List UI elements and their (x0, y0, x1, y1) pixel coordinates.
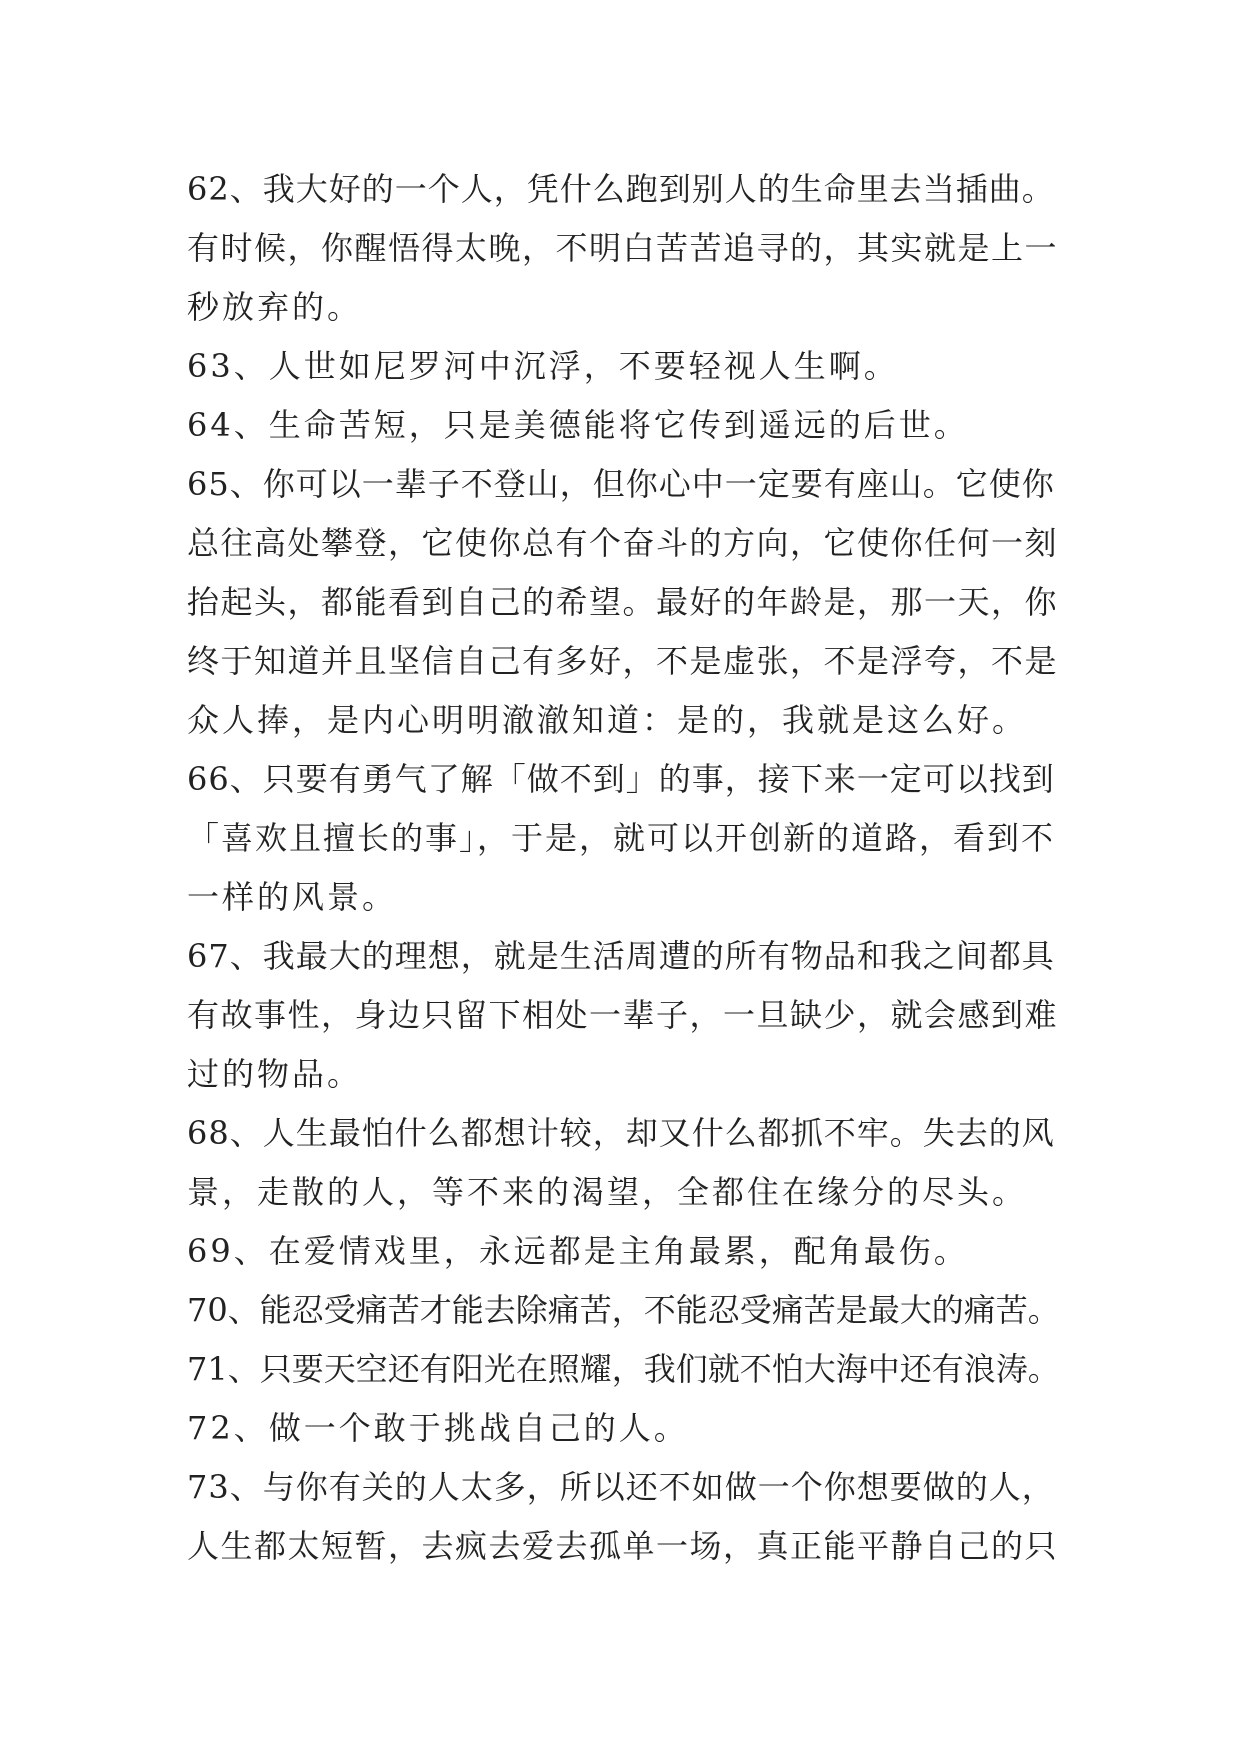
text-line: 众人捧，是内心明明澈澈知道：是的，我就是这么好。 (187, 701, 1028, 739)
text-line: 65、你可以一辈子不登山，但你心中一定要有座山。它使你 (187, 465, 1055, 503)
text-line: 终于知道并且坚信自己有多好，不是虚张，不是浮夸，不是 (187, 642, 1059, 680)
text-line: 过的物品。 (187, 1055, 363, 1093)
text-line: 一样的风景。 (187, 878, 398, 916)
text-line: 69、在爱情戏里，永远都是主角最累，配角最伤。 (187, 1232, 969, 1270)
text-line: 71、只要天空还有阳光在照耀，我们就不怕大海中还有浪涛。 (187, 1350, 1060, 1388)
text-line: 67、我最大的理想，就是生活周遭的所有物品和我之间都具 (187, 937, 1055, 975)
text-line: 72、做一个敢于挑战自己的人。 (187, 1409, 689, 1447)
text-line: 63、人世如尼罗河中沉浮，不要轻视人生啊。 (187, 347, 899, 385)
text-line: 「喜欢且擅长的事」，于是，就可以开创新的道路，看到不 (187, 819, 1056, 857)
text-line: 人生都太短暂，去疯去爱去孤单一场，真正能平静自己的只 (187, 1527, 1059, 1565)
document-body (187, 160, 1067, 1576)
text-line: 70、能忍受痛苦才能去除痛苦，不能忍受痛苦是最大的痛苦。 (187, 1291, 1060, 1329)
text-line: 66、只要有勇气了解「做不到」的事，接下来一定可以找到 (187, 760, 1055, 798)
text-line: 有故事性，身边只留下相处一辈子，一旦缺少，就会感到难 (187, 996, 1059, 1034)
text-line: 景，走散的人，等不来的渴望，全都住在缘分的尽头。 (187, 1173, 1028, 1211)
text-line: 62、我大好的一个人，凭什么跑到别人的生命里去当插曲。 (187, 170, 1055, 208)
text-line: 68、人生最怕什么都想计较，却又什么都抓不牢。失去的风 (187, 1114, 1055, 1152)
text-line: 抬起头，都能看到自己的希望。最好的年龄是，那一天，你 (187, 583, 1059, 621)
text-line: 总往高处攀登，它使你总有个奋斗的方向，它使你任何一刻 (187, 524, 1059, 562)
text-line: 64、生命苦短，只是美德能将它传到遥远的后世。 (187, 406, 969, 444)
text-line: 秒放弃的。 (187, 288, 363, 326)
text-line: 73、与你有关的人太多，所以还不如做一个你想要做的人， (187, 1468, 1055, 1506)
text-line: 有时候，你醒悟得太晚，不明白苦苦追寻的，其实就是上一 (187, 229, 1059, 267)
